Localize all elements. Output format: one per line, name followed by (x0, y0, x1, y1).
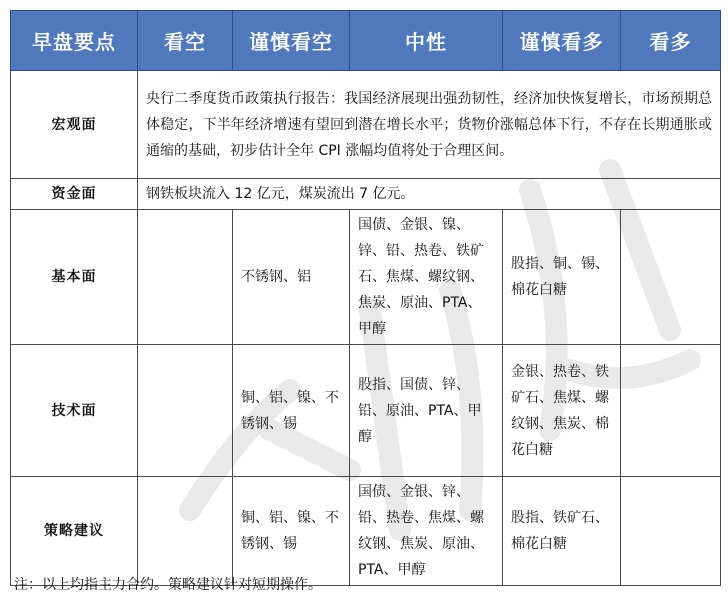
strategy-bullish-cell (621, 477, 721, 586)
strategy-label: 策略建议 (11, 477, 138, 586)
header-key-points: 早盘要点 (11, 11, 138, 71)
strategy-cautious-bearish-cell: 铜、铝、镍、不锈钢、锡 (233, 477, 350, 586)
strategy-row (11, 477, 721, 586)
technical-cautious-bullish-cell: 金银、热卷、铁矿石、焦煤、螺纹钢、焦炭、棉花白糖 (503, 345, 621, 477)
strategy-neutral-cell: 国债、金银、锌、铅、热卷、焦煤、螺纹钢、焦炭、原油、PTA、甲醇 (350, 477, 503, 586)
morning-outlook-table (10, 10, 721, 586)
funds-text: 钢铁板块流入 12 亿元，煤炭流出 7 亿元。 (138, 179, 721, 210)
fundamental-row (11, 210, 721, 345)
technical-row (11, 345, 721, 477)
header-cautious-bullish: 谨慎看多 (503, 11, 621, 71)
technical-neutral-cell: 股指、国债、锌、铅、原油、PTA、甲醇 (350, 345, 503, 477)
header-bearish: 看空 (138, 11, 233, 71)
technical-bearish-cell (138, 345, 233, 477)
header-bullish: 看多 (621, 11, 721, 71)
macro-text: 央行二季度货币政策执行报告：我国经济展现出强劲韧性，经济加快恢复增长，市场预期总体稳定，下半年经济增速有望回到潜在增长水平；货物价涨幅总体下行，不存在长期通胀或通缩的基础，初步估计全年 CPI 涨幅均值将处于合理区间。 (138, 71, 721, 179)
macro-label: 宏观面 (11, 71, 138, 179)
technical-label: 技术面 (11, 345, 138, 477)
technical-bullish-cell (621, 345, 721, 477)
header-cautious-bearish: 谨慎看空 (233, 11, 350, 71)
header-neutral: 中性 (350, 11, 503, 71)
technical-cautious-bearish-cell: 铜、铝、镍、不锈钢、锡 (233, 345, 350, 477)
header-row (11, 11, 721, 71)
fundamental-bearish-cell (138, 210, 233, 345)
macro-row (11, 71, 721, 179)
footnote: 注：以上均指主力合约。策略建议针对短期操作。 (14, 577, 322, 593)
strategy-cautious-bullish-cell: 股指、铁矿石、棉花白糖 (503, 477, 621, 586)
funds-label: 资金面 (11, 179, 138, 210)
funds-row (11, 179, 721, 210)
fundamental-label: 基本面 (11, 210, 138, 345)
fundamental-bullish-cell (621, 210, 721, 345)
strategy-bearish-cell (138, 477, 233, 586)
fundamental-neutral-cell: 国债、金银、镍、锌、铅、热卷、铁矿石、焦煤、螺纹钢、焦炭、原油、PTA、甲醇 (350, 210, 503, 345)
fundamental-cautious-bullish-cell: 股指、铜、锡、棉花白糖 (503, 210, 621, 345)
fundamental-cautious-bearish-cell: 不锈钢、铝 (233, 210, 350, 345)
